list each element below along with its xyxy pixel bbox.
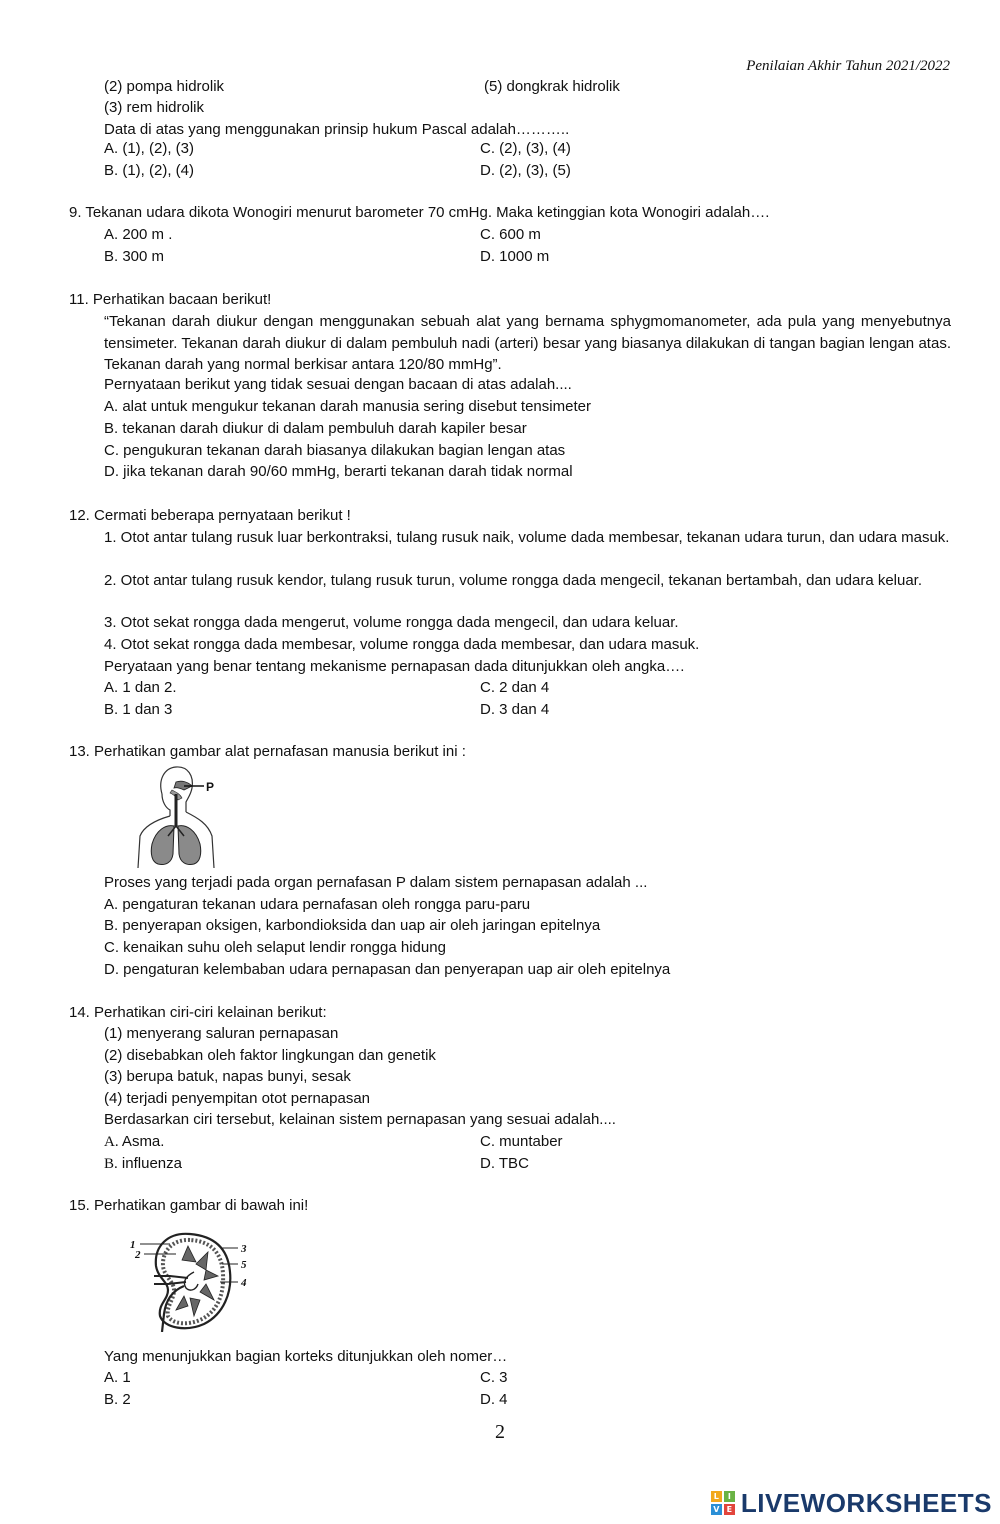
q9-question: 9. Tekanan udara dikota Wonogiri menurut barometer 70 cmHg. Maka ketinggian kota Wonogiri adalah…. — [69, 204, 770, 221]
logo-tile-l: L — [711, 1491, 722, 1502]
q15-option-a[interactable]: A. 1 — [104, 1369, 131, 1386]
q8-item-2: (2) pompa hidrolik — [104, 78, 225, 95]
q13-option-a[interactable]: A. pengaturan tekanan udara pernafasan oleh rongga paru-paru — [104, 896, 531, 913]
q14-option-b-letter: B. — [104, 1156, 118, 1172]
q13-question: 13. Perhatikan gambar alat pernafasan manusia berikut ini : — [69, 743, 466, 760]
q9-option-c[interactable]: C. 600 m — [480, 226, 541, 243]
q13-option-b[interactable]: B. penyerapan oksigen, karbondioksida dan uap air oleh jaringan epitelnya — [104, 917, 601, 934]
q14-prompt: Berdasarkan ciri tersebut, kelainan sistem pernapasan yang sesuai adalah.... — [104, 1111, 616, 1128]
q11-option-a[interactable]: A. alat untuk mengukur tekanan darah manusia sering disebut tensimeter — [104, 398, 591, 415]
q15-option-c[interactable]: C. 3 — [480, 1369, 508, 1386]
q8-option-b[interactable]: B. (1), (2), (4) — [104, 162, 195, 179]
q9-option-a[interactable]: A. 200 m . — [104, 226, 173, 243]
q14-option-a[interactable] — [104, 1132, 164, 1152]
logo-tile-e: E — [724, 1504, 735, 1515]
q14-question: 14. Perhatikan ciri-ciri kelainan berikut: — [69, 1004, 327, 1021]
q9-option-d[interactable]: D. 1000 m — [480, 248, 550, 265]
q12-statement-4: 4. Otot sekat rongga dada membesar, volume rongga dada membesar, dan udara masuk. — [104, 636, 700, 653]
q12-statement-2: 2. Otot antar tulang rusuk kendor, tulang rusuk turun, volume rongga dada mengecil, tekanan bertambah, dan udara keluar. — [104, 572, 923, 589]
q13-option-d[interactable]: D. pengaturan kelembaban udara pernapasan dan penyerapan uap air oleh epitelnya — [104, 961, 671, 978]
q11-prompt: Pernyataan berikut yang tidak sesuai dengan bacaan di atas adalah.... — [104, 376, 572, 393]
kidney-label-3: 3 — [241, 1243, 247, 1255]
q9-option-b[interactable]: B. 300 m — [104, 248, 165, 265]
logo-tile-i: I — [724, 1491, 735, 1502]
q8-option-d[interactable]: D. (2), (3), (5) — [480, 162, 571, 179]
q14-option-c[interactable]: C. muntaber — [480, 1133, 563, 1150]
kidney-label-2: 2 — [135, 1249, 141, 1261]
q15-prompt: Yang menunjukkan bagian korteks ditunjukkan oleh nomer… — [104, 1348, 508, 1365]
kidney-label-1: 1 — [130, 1239, 136, 1251]
q14-option-a-text: Asma. — [118, 1133, 165, 1150]
q12-option-d[interactable]: D. 3 dan 4 — [480, 701, 550, 718]
kidney-label-4: 4 — [241, 1277, 247, 1289]
q15-option-d[interactable]: D. 4 — [480, 1391, 508, 1408]
kidney-label-5: 5 — [241, 1259, 247, 1271]
q11-option-d[interactable]: D. jika tekanan darah 90/60 mmHg, berarti tekanan darah tidak normal — [104, 463, 573, 480]
q8-option-a[interactable]: A. (1), (2), (3) — [104, 140, 195, 157]
q12-question: 12. Cermati beberapa pernyataan berikut ! — [69, 507, 351, 524]
q14-criterion-3: (3) berupa batuk, napas bunyi, sesak — [104, 1068, 351, 1085]
q8-prompt: Data di atas yang menggunakan prinsip hukum Pascal adalah……….. — [104, 121, 570, 138]
q12-statement-3: 3. Otot sekat rongga dada mengerut, volume rongga dada mengecil, dan udara keluar. — [104, 614, 679, 631]
q8-item-3: (3) rem hidrolik — [104, 99, 205, 116]
q12-option-c[interactable]: C. 2 dan 4 — [480, 679, 550, 696]
q14-criterion-4: (4) terjadi penyempitan otot pernapasan — [104, 1090, 371, 1107]
q14-option-d[interactable]: D. TBC — [480, 1155, 529, 1172]
q8-option-c[interactable]: C. (2), (3), (4) — [480, 140, 571, 157]
liveworksheets-logo-icon — [711, 1491, 735, 1515]
q11-passage: “Tekanan darah diukur dengan menggunakan sebuah alat yang bernama sphygmomanometer, ada pula yang menyebutnya tensimeter. Tekanan darah diukur di dalam pembuluh nadi (arteri) besar yang biasanya dilakukan di tangan bagian lengan atas. Tekanan darah yang normal berkisar antara 120/80 mmHg”. — [104, 313, 951, 373]
q11-option-c[interactable]: C. pengukuran tekanan darah biasanya dilakukan bagian lengan atas — [104, 442, 566, 459]
figure-label-p: P — [206, 780, 215, 794]
q13-option-c[interactable]: C. kenaikan suhu oleh selaput lendir rongga hidung — [104, 939, 446, 956]
q11-question: 11. Perhatikan bacaan berikut! — [69, 291, 272, 308]
page-header-title: Penilaian Akhir Tahun 2021/2022 — [746, 58, 950, 74]
q14-criterion-2: (2) disebabkan oleh faktor lingkungan dan genetik — [104, 1047, 436, 1064]
q14-option-b[interactable] — [104, 1154, 182, 1174]
liveworksheets-brand[interactable] — [711, 1488, 992, 1518]
q11-option-b[interactable]: B. tekanan darah diukur di dalam pembuluh darah kapiler besar — [104, 420, 527, 437]
q12-option-a[interactable]: A. 1 dan 2. — [104, 679, 177, 696]
q14-option-b-text: influenza — [117, 1155, 182, 1172]
q15-question: 15. Perhatikan gambar di bawah ini! — [69, 1197, 309, 1214]
q14-criterion-1: (1) menyerang saluran pernapasan — [104, 1025, 339, 1042]
q12-option-b[interactable]: B. 1 dan 3 — [104, 701, 173, 718]
respiratory-system-figure — [132, 764, 222, 868]
q12-prompt: Peryataan yang benar tentang mekanisme pernapasan dada ditunjukkan oleh angka…. — [104, 658, 685, 675]
logo-tile-v: V — [711, 1504, 722, 1515]
q13-prompt: Proses yang terjadi pada organ pernafasan P dalam sistem pernapasan adalah ... — [104, 874, 648, 891]
brand-text: LIVEWORKSHEETS — [740, 1487, 992, 1518]
q14-option-a-letter: A. — [104, 1134, 119, 1150]
page-number: 2 — [495, 1421, 505, 1443]
kidney-cross-section-figure — [124, 1228, 260, 1332]
q15-option-b[interactable]: B. 2 — [104, 1391, 131, 1408]
q8-item-5: (5) dongkrak hidrolik — [484, 78, 620, 95]
q12-statement-1: 1. Otot antar tulang rusuk luar berkontraksi, tulang rusuk naik, volume dada membesar, tekanan udara turun, dan udara masuk. — [104, 529, 950, 546]
